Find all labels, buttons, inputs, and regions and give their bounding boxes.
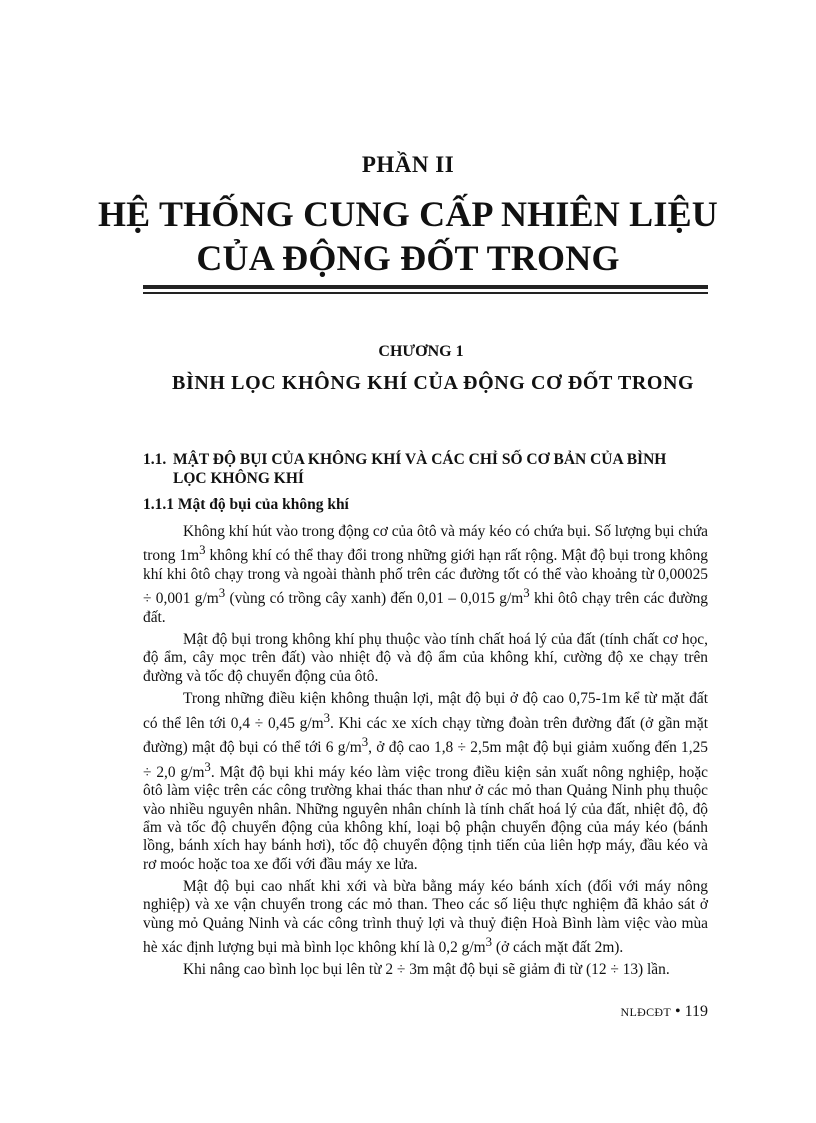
superscript: 3 [361, 735, 369, 750]
section-title-line-2: LỌC KHÔNG KHÍ [173, 470, 304, 487]
paragraph-3-part-c: , ở độ cao 1,8 ÷ 2,5m mật độ bụi giảm xuống đến 1,25 ÷ 2,0 g/m [143, 739, 708, 781]
superscript: 3 [199, 543, 206, 558]
chapter-label: CHƯƠNG 1 [378, 343, 464, 360]
part-title [0, 192, 816, 280]
part-title-line-1: HỆ THỐNG CUNG CẤP NHIÊN LIỆU [97, 194, 719, 234]
paragraph-3-part-a: Trong những điều kiện không thuận lợi, mật độ bụi ở độ cao 0,75-1m kể từ mặt đất có thể lên tới 0,4 ÷ 0,45 g/m [143, 690, 708, 732]
footer-bullet: • [674, 1003, 681, 1020]
paragraph-5: Khi nâng cao bình lọc bụi lên từ 2 ÷ 3m mật độ bụi sẽ giảm đi từ (12 ÷ 13) lần. [183, 961, 670, 979]
title-rule-thick [143, 285, 708, 289]
paragraph-4-part-a: Mật độ bụi cao nhất khi xới và bừa bằng máy kéo bánh xích (đối với máy nông nghiệp) và xe vận chuyển trong các mỏ than. Theo các số liệu thực nghiệm đã khảo sát ở vùng mỏ Quảng Ninh và các công trình thuỷ lợi và thuỷ điện Hoà Bình làm việc vào mùa hè xác định lượng bụi mà bình lọc không khí là 0,2 g/m [143, 877, 708, 957]
paragraph-4-part-b: (ở cách mặt đất 2m). [492, 939, 624, 957]
section-number: 1.1. [143, 451, 167, 468]
section-heading [143, 450, 708, 488]
paragraph-1-part-c: (vùng có trồng cây xanh) đến 0,01 – 0,015 g/m [225, 590, 524, 608]
body-text [143, 523, 708, 984]
paragraph-2: Mật độ bụi trong không khí phụ thuộc vào tính chất hoá lý của đất (tính chất cơ học, độ ẩm, cây mọc trên đất) vào nhiệt độ và độ ẩm của không khí, cường độ xe chạy trên đường và tốc độ chuyển động của ôtô. [143, 631, 708, 685]
superscript: 3 [485, 935, 493, 950]
paragraph-3-part-b: . Khi các xe xích chạy từng đoàn trên đường đất (ở gần mặt đường) mật độ bụi có thể tới 6 g/m [143, 714, 708, 757]
title-rule-thin [143, 292, 708, 294]
page-footer [621, 1003, 708, 1021]
superscript: 3 [323, 710, 331, 725]
paragraph-1-part-b: không khí có thể thay đổi trong những giới hạn rất rộng. Mật độ bụi trong không khí khi ôtô chạy trong và ngoài thành phố trên các đường tốt có thể vào khoảng từ 0,00025 ÷ 0,001 g/m [143, 547, 708, 608]
paragraph-3-part-d: . Mật độ bụi khi máy kéo làm việc trong điều kiện sản xuất nông nghiệp, hoặc ôtô làm việc trên các công trường khai thác than như ở các mỏ than Quảng Ninh phụ thuộc vào nhiều nguyên nhân. Những nguyên nhân chính là tính chất hoá lý của đất, nhiệt độ, độ ẩm và tốc độ chuyển động của không khí, loại bộ phận chuyển động của máy kéo (bánh lồng, bánh xích hay bánh hơi), tốc độ chuyển động tịnh tiến của liên hợp máy, đầu kéo và rơ moóc hoặc toa xe đối với đầu máy xe lửa. [143, 763, 708, 873]
superscript: 3 [218, 586, 226, 601]
paragraph-1-part-d: khi ôtô chạy trên các đường đất. [143, 590, 709, 626]
paragraph-4 [143, 878, 708, 958]
paragraph-1 [143, 523, 708, 627]
superscript: 3 [523, 586, 530, 601]
part-label: PHẦN II [361, 152, 455, 177]
section-heading-line-1 [143, 450, 708, 469]
subsection-heading: 1.1.1 Mật độ bụi của không khí [143, 496, 349, 513]
paragraph-3 [143, 690, 708, 874]
superscript: 3 [204, 759, 211, 774]
chapter-title: BÌNH LỌC KHÔNG KHÍ CỦA ĐỘNG CƠ ĐỐT TRONG [172, 372, 695, 394]
paragraph-1-part-a: Không khí hút vào trong động cơ của ôtô và máy kéo có chứa bụi. Số lượng bụi chứa trong 1m [143, 523, 708, 565]
page-number: 119 [684, 1003, 708, 1020]
part-title-line-2: CỦA ĐỘNG ĐỐT TRONG [196, 238, 620, 278]
footer-code: NLĐCĐT [620, 1005, 671, 1019]
section-title-line-1: MẬT ĐỘ BỤI CỦA KHÔNG KHÍ VÀ CÁC CHỈ SỐ CƠ BẢN CỦA BÌNH [173, 451, 667, 468]
